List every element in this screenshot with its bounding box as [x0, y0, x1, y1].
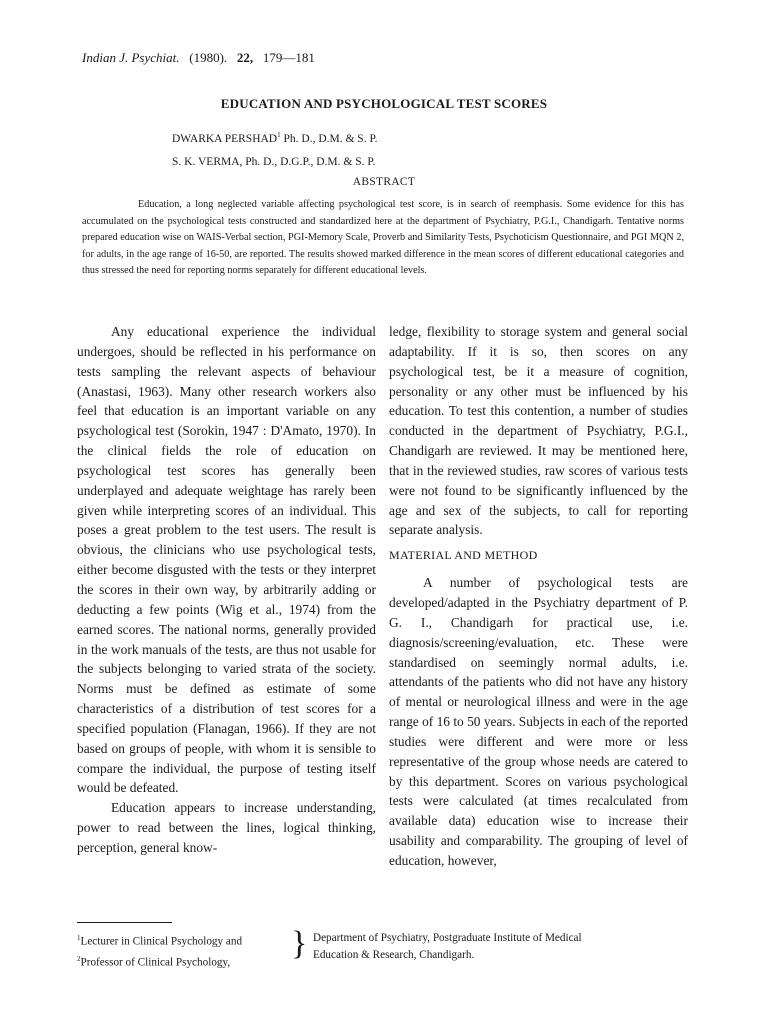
- footnote-text: Lecturer in Clinical Psychology and: [80, 935, 243, 948]
- footnotes: [77, 925, 687, 969]
- abstract-heading: ABSTRACT: [352, 176, 416, 188]
- footnote-marker: 1: [77, 934, 81, 942]
- footnote-marker: 2: [77, 954, 81, 963]
- footnote-text: Professor of Clinical Psychology,: [80, 956, 231, 969]
- author-degrees: Ph. D., D.G.P., D.M. & S. P.: [245, 155, 376, 168]
- footnote-divider: [77, 922, 172, 923]
- publication-year: (1980).: [189, 50, 228, 65]
- body-paragraph: ledge, flexibility to storage system and general social adaptability. If it is so, then scores on any psychological test, be it a measure of cognition, personality or any other must be influenced by his education. To test this contention, a number of studies conducted in the department of Psychiatry, P.G.I., Chandigarh are reviewed. It may be mentioned here, that in the reviewed studies, raw scores of various tests were not found to be significantly influenced by the age and sex of the subjects, to call for reporting separate analysis.: [389, 324, 688, 538]
- body-left-column: [77, 322, 376, 858]
- volume-number: 22,: [236, 50, 254, 65]
- author-list: [172, 126, 377, 172]
- author-degrees: Ph. D., D.M. & S. P.: [283, 132, 378, 145]
- author-name: S. K. VERMA,: [172, 155, 243, 168]
- footnote-institution: [313, 930, 582, 964]
- article-title: EDUCATION AND PSYCHOLOGICAL TEST SCORES: [220, 96, 548, 111]
- footnote-marker: 1: [277, 131, 281, 139]
- page-range: 179—181: [262, 50, 315, 65]
- author-line: [172, 126, 377, 149]
- journal-name: Indian J. Psychiat.: [82, 50, 180, 65]
- footnote-brace: }: [291, 925, 308, 962]
- abstract-text: Education, a long neglected variable affecting psychological test score, is in search of reemphasis. Some evidence for this has accumulated on the psychological tests constructed and standardized here at the department of Psychiatry, P.G.I., Chandigarh. Tentative norms prepared education wise on WAIS-Verbal section, PGI-Memory Scale, Proverb and Similarity Tests, Psychoticism Questionnaire, and PGI MQN 2, for adults, in the age range of 16-50, are reported. The results showed marked difference in the mean scores of different educational categories and thus stressed the need for reporting norms separately for different educational levels.: [82, 199, 684, 277]
- footnote-line: [77, 930, 289, 951]
- footnote-line: Education & Research, Chandigarh.: [313, 949, 475, 961]
- body-paragraph: Any educational experience the individual undergoes, should be reflected in his performance on tests sampling the relevant aspects of behaviour (Anastasi, 1963). Many other research workers also feel that education is an important variable on any psychological test (Sorokin, 1947 : D'Amato, 1970). In the clinical fields the role of education on psychological test scores has generally been underplayed and adequate weightage has rarely been given while interpreting scores of an individual. This poses a great problem to the test users. The result is obvious, the clinicians who use psychological tests, either become disgusted with the tests or they interpret the scores in their own way, by arbitrarily adding or deducting a few points (Wig et al., 1974) from the earned scores. The national norms, generally provided in the work manuals of the tests, are thus not usable for the subjects belonging to varied strata of the society. Norms must be defined as estimate of some characteristics of a distribution of test scores for a specified population (Flanagan, 1966). If they are not based on groups of people, with whom it is sensible to compare the individual, the purpose of testing itself would be defeated.: [77, 324, 376, 796]
- footnote-line: Department of Psychiatry, Postgraduate Institute of Medical: [313, 932, 582, 944]
- body-paragraph: A number of psychological tests are developed/adapted in the Psychiatry department of P. G. I., Chandigarh for practical use, i.e. diagnosis/screening/evaluation, etc. These were standardised on seemingly normal adults, i.e. attendants of the patients who did not have any history of mental or neurological illness and were in the age range of 16 to 50 years. Subjects in each of the reported studies were different and were more or less representative of the group whose needs are catered to by this department. Scores on various psychological tests were calculated (at times recalculated from available data) education wise to increase their usability and comparability. The grouping of level of education, however,: [389, 575, 688, 868]
- footnote-line: [77, 951, 289, 972]
- body-paragraph: Education appears to increase understanding, power to read between the lines, logical thinking, perception, general know-: [77, 800, 376, 855]
- section-heading: MATERIAL AND METHOD: [389, 548, 538, 563]
- author-name: DWARKA PERSHAD: [172, 132, 278, 145]
- author-line: [172, 149, 377, 172]
- footnote-affiliations: [77, 930, 289, 971]
- body-right-column: [389, 322, 688, 871]
- journal-citation: [82, 50, 315, 66]
